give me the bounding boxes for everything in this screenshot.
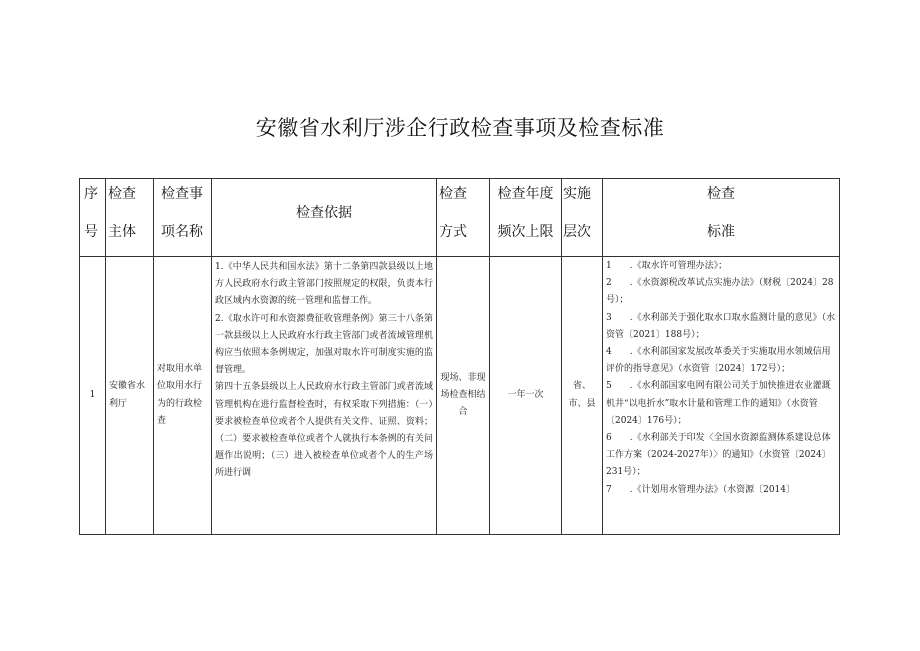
- header-level-line1: 实施: [563, 186, 591, 202]
- header-std-line2: 标准: [707, 224, 735, 240]
- header-std-line1: 检查: [707, 186, 735, 202]
- inspection-table: [79, 178, 840, 535]
- header-basis: [212, 179, 437, 257]
- header-subject-line1: 检查: [108, 186, 136, 202]
- std-item-6: 6 .《水利部关于印发〈全国水资源监测体系建设总体工作方案（2024-2027年）〉的通知》（水资管〔2024〕231号）；: [606, 433, 831, 478]
- header-row: [80, 179, 840, 257]
- std-item-5: 5 .《水利部国家电网有限公司关于加快推进农业灌溉机井“以电折水”取水计量和管理工作的通知》（水资管〔2024〕176号）；: [606, 381, 831, 426]
- header-freq-line1: 检查年度: [497, 186, 554, 202]
- row-seq: 1: [80, 257, 106, 535]
- header-subject: [106, 179, 154, 257]
- row-subject: 安徽省水利厅: [106, 257, 154, 535]
- header-basis-text: 检查依据: [296, 205, 352, 221]
- std-item-4: 4 .《水利部国家发展改革委关于实施取用水领域信用评价的指导意见》（水资管〔2024〕172号）；: [606, 347, 831, 375]
- header-seq-line1: 序: [84, 186, 98, 202]
- basis-paragraph-1: 1.《中华人民共和国水法》第十二条第四款县级以上地方人民政府水行政主管部门按照规定的权限，负责本行政区域内水资源的统一管理和监督工作。: [215, 262, 433, 307]
- header-item: [154, 179, 212, 257]
- row-method: 现场、非现场检查相结合: [437, 257, 490, 535]
- header-subject-line2: 主体: [108, 224, 136, 240]
- header-level-line2: 层次: [563, 224, 591, 240]
- std-item-3: 3 .《水利部关于强化取水口取水监测计量的意见》（水资管〔2021〕188号）；: [606, 312, 836, 340]
- header-freq-line2: 频次上限: [497, 224, 554, 240]
- page-title: 安徽省水利厅涉企行政检查事项及检查标准: [255, 116, 665, 140]
- header-method: [437, 179, 490, 257]
- header-item-line1: 检查事: [161, 186, 203, 202]
- std-item-2: 2 .《水资源税改革试点实施办法》（财税〔2024〕28号）；: [606, 278, 834, 306]
- row-std: [603, 257, 840, 535]
- row-item: 对取用水单位取用水行为的行政检查: [154, 257, 212, 535]
- header-item-line2: 项名称: [161, 224, 203, 240]
- header-seq-line2: 号: [84, 224, 98, 240]
- row-basis: [212, 257, 437, 535]
- basis-paragraph-3: 第四十五条县级以上人民政府水行政主管部门或者流域管理机构在进行监督检查时，有权采取下列措施：（一）要求被检查单位或者个人提供有关文件、证照、资料；（二）要求被检查单位或者个人就执行本条例的有关问题作出说明；（三）进入被检查单位或者个人的生产场所进行调: [215, 382, 433, 479]
- header-std: [603, 179, 840, 257]
- basis-paragraph-2: 2.《取水许可和水资源费征收管理条例》第三十八条第一款县级以上人民政府水行政主管部门或者流域管理机构应当依照本条例规定，加强对取水许可制度实施的监督管理。: [215, 313, 433, 376]
- std-item-7: 7 .《计划用水管理办法》（水资源〔2014〕: [606, 484, 795, 495]
- std-item-1: 1 .《取水许可管理办法》；: [606, 261, 728, 271]
- header-freq: [490, 179, 562, 257]
- header-level: [562, 179, 603, 257]
- header-method-line2: 方式: [439, 224, 467, 240]
- header-seq: [80, 179, 106, 257]
- row-level: 省、市、县: [562, 257, 603, 535]
- header-method-line1: 检查: [439, 186, 467, 202]
- table-row: [80, 257, 840, 535]
- row-freq: 一年一次: [490, 257, 562, 535]
